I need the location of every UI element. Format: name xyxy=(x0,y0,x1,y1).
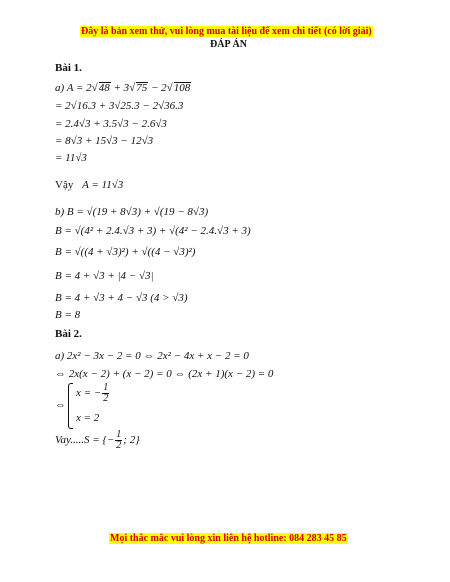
hotline-banner: Mọi thắc mắc vui lòng xin liên hệ hotline: 084 283 45 85 xyxy=(110,533,347,544)
vay-fraction xyxy=(115,430,122,451)
bai1-a-line1 xyxy=(55,82,191,95)
root-108: √ 108 xyxy=(174,82,192,95)
bai1-a-line5: = 11√3 xyxy=(55,152,87,164)
fraction-denominator: 2 xyxy=(103,393,109,404)
bai2-sys-row2: x = 2 xyxy=(76,412,100,424)
vay-right: ; 2} xyxy=(123,434,140,447)
sys-row1-left: x = − xyxy=(76,387,102,400)
bai2-sys-arrow: ⇔ xyxy=(55,399,66,411)
fraction-numerator: 1 xyxy=(103,382,109,393)
system-bracket xyxy=(68,383,73,429)
bai1-b-line2: B = √(4² + 2.4.√3 + 3) + √(4² − 2.4.√3 + 3) xyxy=(55,225,251,237)
conclusion-word: Vậy xyxy=(55,179,74,191)
bai1-b-line6: B = 8 xyxy=(55,309,81,321)
bai1-b-line4: B = 4 + √3 + |4 − √3| xyxy=(55,270,154,282)
bai1-a-line4: = 8√3 + 15√3 − 12√3 xyxy=(55,135,154,147)
bai2-line2: ⇔ 2x(x − 2) + (x − 2) = 0 ⇔ (2x + 1)(x − 2) = 0 xyxy=(55,368,274,380)
bai2-conclusion xyxy=(55,430,140,451)
root-48: √ 48 xyxy=(99,82,111,95)
bai2-sys-row1 xyxy=(76,383,110,404)
bai1-a-line1-mid: + 3 xyxy=(110,82,130,94)
bai1-b-line5: B = 4 + √3 + 4 − √3 (4 > √3) xyxy=(55,292,188,304)
vay-numerator: 1 xyxy=(116,429,122,440)
root-75: √ 75 xyxy=(136,82,148,95)
bai1-heading: Bài 1. xyxy=(55,62,82,74)
bai1-a-conclusion xyxy=(55,179,123,191)
vay-left: Vay.....S = {− xyxy=(55,434,115,447)
preview-banner: Đây là bản xem thử, vui lòng mua tài liệu để xem chi tiết (có lời giải) xyxy=(81,26,372,37)
bai1-a-line2: = 2√16.3 + 3√25.3 − 2√36.3 xyxy=(55,100,184,112)
bai1-b-line3: B = √((4 + √3)²) + √((4 − √3)²) xyxy=(55,246,196,258)
fraction-one-half xyxy=(102,383,109,404)
conclusion-expr: A = 11√3 xyxy=(82,179,124,191)
bai1-a-line1-mid2: − 2 xyxy=(148,82,167,94)
bai1-a-line3: = 2.4√3 + 3.5√3 − 2.6√3 xyxy=(55,118,167,130)
vay-denominator: 2 xyxy=(116,440,122,451)
bai2-line1: a) 2x² − 3x − 2 = 0 ⇔ 2x² − 4x + x − 2 = 0 xyxy=(55,350,249,362)
bai1-b-line1: b) B = √(19 + 8√3) + √(19 − 8√3) xyxy=(55,206,209,218)
answer-title: ĐÁP ÁN xyxy=(210,39,247,50)
bai1-a-line1-left: a) A = 2 xyxy=(55,82,92,94)
bai2-heading: Bài 2. xyxy=(55,328,82,340)
